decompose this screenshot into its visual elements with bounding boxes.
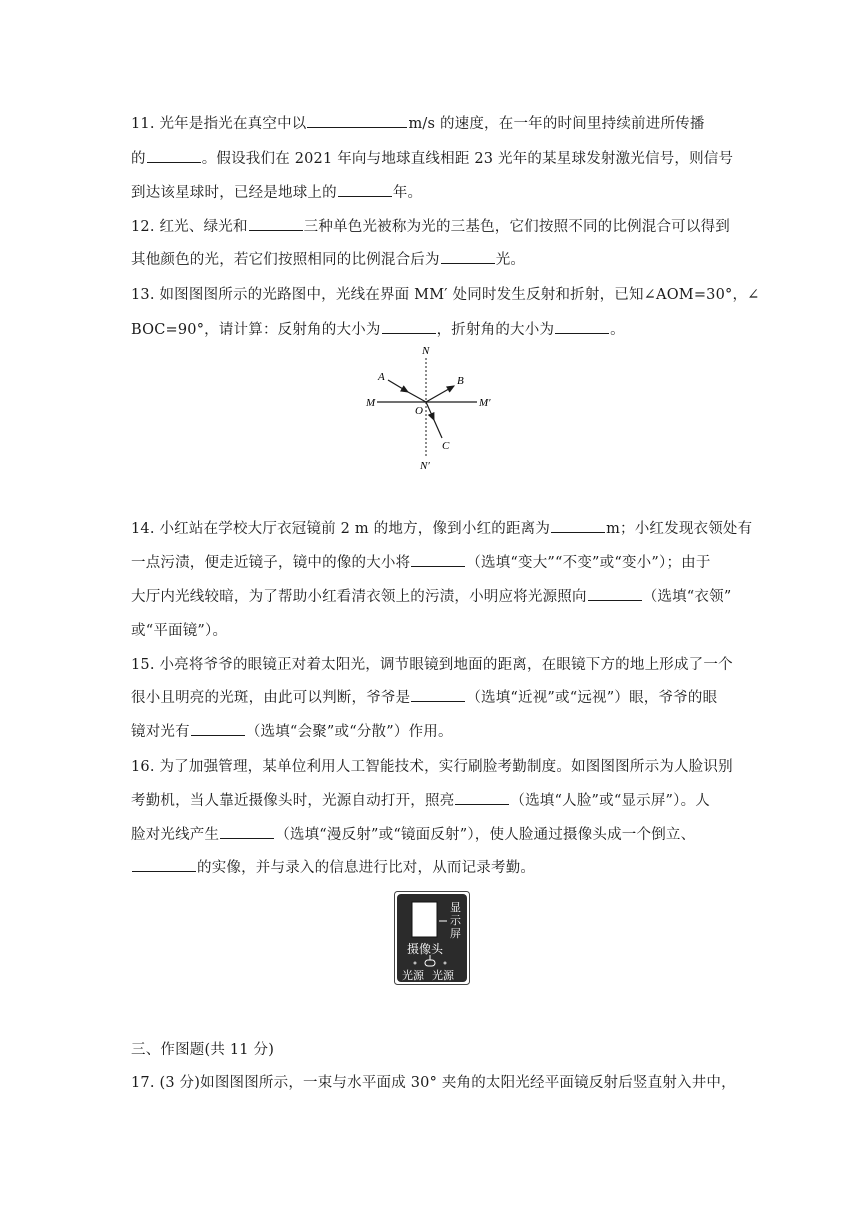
q14-line4: 或“平面镜”）。 (131, 623, 228, 639)
refracted-ray (426, 402, 434, 420)
q15-line3: 镜对光有 （选填“会聚”或“分散”）作用。 (131, 720, 453, 741)
answer-blank (220, 824, 274, 839)
q14-line2: 一点污渍，便走近镜子，镜中的像的大小将 （选填“变大”“不变”或“变小”）；由于 (131, 551, 711, 572)
q16-line3: 脸对光线产生 （选填“漫反射”或“镜面反射”），使人脸通过摄像头成一个倒立、 (131, 823, 695, 844)
answer-blank (411, 687, 465, 702)
answer-blank (411, 552, 465, 567)
answer-blank (147, 148, 201, 163)
incident-ray (388, 380, 408, 392)
answer-blank (382, 319, 436, 334)
answer-blank (551, 518, 605, 533)
q15-line2: 很小且明亮的光斑，由此可以判断，爷爷是 （选填“近视”或“远视”）眼，爷爷的眼 (131, 686, 717, 707)
q12-line1: 12. 红光、绿光和 三种单色光被称为光的三基色，它们按照不同的比例混合可以得到 (131, 215, 730, 236)
reflected-ray (426, 386, 454, 402)
svg-text:屏: 屏 (450, 927, 461, 940)
camera-label: 摄像头 (407, 942, 444, 956)
svg-text:显: 显 (450, 901, 461, 914)
light-source-label: 光源 (432, 969, 454, 982)
section-title: 三、作图题(共 11 分) (131, 1042, 275, 1058)
refracted-ray-tail (434, 420, 442, 438)
label-N-prime: N′ (420, 460, 430, 472)
answer-blank (441, 249, 495, 264)
light-source-label: 光源 (402, 969, 424, 982)
label-M-prime: M′ (479, 397, 491, 409)
q11-line3: 到达该星球时，已经是地球上的 年。 (131, 181, 422, 202)
incident-ray-tail (408, 392, 426, 402)
label-A: A (378, 371, 385, 383)
q13-line1: 13. 如图图图所示的光路图中，光线在界面 MM′ 处同时发生反射和折射，已知∠AOM=30°，∠ (131, 287, 760, 303)
light-source-icon (414, 962, 417, 965)
q14-line3: 大厅内光线较暗，为了帮助小红看清衣领上的污渍，小明应将光源照向 （选填“衣领” (131, 585, 731, 606)
q16-line1: 16. 为了加强管理，某单位利用人工智能技术，实行刷脸考勤制度。如图图图所示为人脸识别 (131, 759, 733, 775)
light-source-icon (444, 962, 447, 965)
q16-line2: 考勤机，当人靠近摄像头时，光源自动打开，照亮 （选填“人脸”或“显示屏”）。人 (131, 789, 710, 810)
display-screen (412, 902, 437, 937)
svg-text:示: 示 (450, 914, 461, 927)
q14-line1: 14. 小红站在学校大厅衣冠镜前 2 m 的地方，像到小红的距离为 m；小红发现衣领处有 (131, 517, 752, 538)
answer-blank (132, 857, 196, 872)
q17-line1: 17. (3 分)如图图图所示，一束与水平面成 30° 夹角的太阳光经平面镜反射后竖直射入井中， (131, 1075, 736, 1091)
answer-blank (249, 216, 303, 231)
label-N: N (422, 345, 430, 357)
answer-blank (555, 319, 609, 334)
q11-line2: 的 。假设我们在 2021 年向与地球直线相距 23 光年的某星球发射激光信号，则信号 (131, 147, 733, 168)
q16-line4: 的实像，并与录入的信息进行比对，从而记录考勤。 (131, 856, 535, 877)
q13-line2: BOC=90°，请计算：反射角的大小为 ，折射角的大小为 。 (131, 318, 625, 339)
label-M: M (366, 397, 376, 409)
answer-blank (307, 113, 407, 128)
light-path-diagram (360, 340, 510, 475)
q11-line1: 11. 光年是指光在真空中以 m/s 的速度，在一年的时间里持续前进所传播 (131, 112, 705, 133)
label-C: C (442, 440, 450, 452)
face-recognition-machine (394, 891, 470, 985)
answer-blank (588, 586, 642, 601)
answer-blank (191, 721, 245, 736)
answer-blank (455, 790, 509, 805)
label-B: B (457, 375, 464, 387)
q15-line1: 15. 小亮将爷爷的眼镜正对着太阳光，调节眼镜到地面的距离，在眼镜下方的地上形成了一个 (131, 657, 733, 673)
answer-blank (338, 182, 392, 197)
q12-line2: 其他颜色的光，若它们按照相同的比例混合后为 光。 (131, 248, 525, 269)
label-O: O (415, 405, 423, 417)
